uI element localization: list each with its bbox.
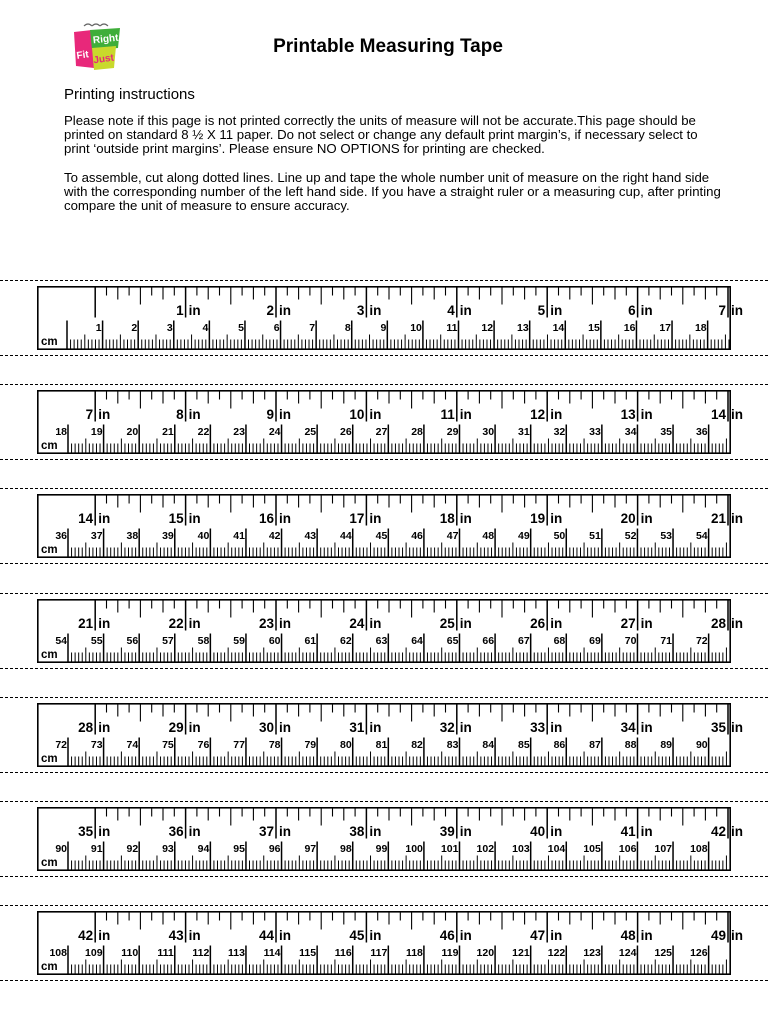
cut-line: [0, 593, 768, 594]
inch-label: 48: [620, 928, 636, 944]
inch-label: 23: [258, 615, 274, 631]
cut-line: [0, 459, 768, 460]
cm-label: 34: [624, 426, 637, 439]
inch-label: 15: [168, 511, 184, 527]
cm-label: 105: [583, 843, 601, 855]
cm-label: 81: [375, 738, 388, 751]
cm-label: 33: [589, 426, 601, 439]
inch-label: 27: [620, 615, 636, 631]
cm-label: 6: [273, 322, 280, 334]
inch-label: 46: [439, 928, 455, 944]
inch-unit-label: in: [279, 407, 291, 423]
inch-unit-label: in: [731, 407, 743, 423]
cm-label: 62: [340, 634, 352, 647]
inch-label: 9: [266, 407, 274, 423]
cm-label: 45: [375, 530, 388, 543]
cm-label: 119: [441, 947, 459, 960]
inch-label: 19: [530, 511, 546, 527]
cm-label: 42: [268, 530, 281, 543]
cm-label: 114: [263, 947, 281, 960]
inch-unit-label: in: [640, 407, 653, 423]
tape-strip-2: [37, 390, 743, 454]
inch-unit-label: in: [459, 824, 472, 839]
cm-label: 75: [162, 738, 174, 751]
inch-unit-label: in: [188, 928, 201, 944]
cm-label: 17: [659, 322, 672, 334]
cm-label: 41: [233, 530, 245, 543]
cut-line: [0, 488, 768, 489]
cm-label: 54: [695, 530, 708, 543]
cm-label: 52: [624, 530, 637, 543]
cut-line: [0, 563, 768, 564]
cut-line: [0, 905, 768, 906]
cm-label: 76: [197, 738, 210, 751]
inch-unit-label: in: [369, 511, 382, 527]
cm-label: 116: [334, 947, 352, 960]
cm-label: 48: [482, 530, 495, 543]
inch-unit-label: in: [188, 303, 201, 318]
inch-label: 21: [78, 615, 94, 631]
inch-unit-label: in: [550, 928, 563, 944]
cm-label: 113: [227, 947, 245, 960]
cm-label: 97: [304, 843, 317, 855]
cm-unit-label: cm: [41, 857, 58, 869]
inch-unit-label: in: [550, 407, 563, 423]
cut-line: [0, 772, 768, 773]
cm-label: 53: [660, 530, 673, 543]
inch-unit-label: in: [369, 615, 382, 631]
tape-strip-3: [37, 494, 743, 558]
cut-line: [0, 876, 768, 877]
cm-label: 83: [446, 738, 459, 751]
cm-label: 108: [690, 843, 708, 855]
inch-unit-label: in: [369, 407, 382, 423]
cm-label: 115: [299, 947, 317, 960]
inch-label: 31: [349, 719, 365, 735]
inch-label: 2: [266, 303, 274, 318]
tape-strip-4: [37, 599, 743, 663]
tape-strip-5: [37, 703, 743, 767]
inch-label: 38: [349, 824, 365, 839]
cm-label: 72: [55, 738, 67, 751]
cm-label: 59: [233, 634, 245, 647]
cut-line: [0, 697, 768, 698]
inch-label: 35: [78, 824, 94, 839]
tape-ruler: [37, 494, 743, 558]
inch-unit-label: in: [459, 928, 472, 944]
cut-line: [0, 980, 768, 981]
inch-label: 12: [530, 407, 546, 423]
cm-label: 100: [405, 843, 423, 855]
cm-label: 125: [654, 947, 673, 960]
cm-label: 26: [340, 426, 352, 439]
inch-label: 32: [439, 719, 455, 735]
inch-label: 4: [447, 303, 455, 318]
inch-unit-label: in: [640, 824, 653, 839]
cm-label: 15: [588, 322, 600, 334]
cm-label: 65: [446, 634, 459, 647]
inch-label: 33: [530, 719, 546, 735]
cm-label: 50: [553, 530, 566, 543]
inch-unit-label: in: [731, 824, 743, 839]
inch-unit-label: in: [188, 407, 201, 423]
cm-label: 78: [268, 738, 281, 751]
cm-unit-label: cm: [41, 440, 58, 453]
cm-label: 90: [55, 843, 67, 855]
inch-label: 6: [628, 303, 636, 318]
cm-unit-label: cm: [41, 752, 58, 765]
cm-label: 99: [375, 843, 388, 855]
inch-unit-label: in: [369, 719, 382, 735]
cm-label: 18: [694, 322, 707, 334]
cm-label: 101: [440, 843, 459, 855]
cut-line: [0, 355, 768, 356]
cm-label: 23: [233, 426, 245, 439]
tape-ruler: [37, 390, 743, 454]
inch-label: 45: [349, 928, 365, 944]
tape-ruler: [37, 286, 743, 350]
inch-unit-label: in: [369, 928, 382, 944]
cm-label: 70: [624, 634, 637, 647]
inch-unit-label: in: [279, 615, 291, 631]
inch-unit-label: in: [459, 615, 472, 631]
cm-label: 87: [589, 738, 601, 751]
cm-label: 68: [553, 634, 566, 647]
inch-label: 1: [176, 303, 184, 318]
inch-unit-label: in: [98, 928, 111, 944]
cm-label: 10: [410, 322, 422, 334]
cm-label: 43: [304, 530, 317, 543]
cm-label: 25: [304, 426, 317, 439]
cm-label: 49: [517, 530, 530, 543]
cm-label: 107: [654, 843, 673, 855]
inch-label: 8: [176, 407, 184, 423]
cm-label: 108: [49, 947, 67, 960]
inch-unit-label: in: [640, 719, 653, 735]
cm-label: 61: [304, 634, 317, 647]
cm-label: 18: [55, 426, 67, 439]
cm-label: 3: [166, 322, 173, 334]
inch-label: 37: [258, 824, 274, 839]
cm-label: 39: [162, 530, 174, 543]
cm-label: 30: [482, 426, 495, 439]
cm-label: 79: [304, 738, 317, 751]
cm-label: 11: [446, 322, 458, 334]
cm-label: 77: [233, 738, 245, 751]
inch-label: 17: [349, 511, 365, 527]
cm-label: 58: [197, 634, 210, 647]
inch-label: 22: [168, 615, 184, 631]
cm-label: 102: [476, 843, 495, 855]
inch-label: 10: [349, 407, 365, 423]
inch-label: 29: [168, 719, 184, 735]
cm-label: 36: [55, 530, 67, 543]
cm-label: 88: [624, 738, 637, 751]
cm-label: 57: [162, 634, 174, 647]
inch-unit-label: in: [279, 928, 291, 944]
tape-strip-7: [37, 911, 743, 975]
cm-label: 2: [131, 322, 138, 334]
cm-label: 85: [517, 738, 530, 751]
inch-label: 24: [349, 615, 365, 631]
tape-ruler: [37, 599, 743, 663]
cut-line: [0, 668, 768, 669]
inch-unit-label: in: [459, 719, 472, 735]
cm-label: 21: [162, 426, 174, 439]
cm-label: 19: [90, 426, 103, 439]
cm-label: 12: [481, 322, 494, 334]
inch-unit-label: in: [640, 928, 653, 944]
inch-label: 13: [620, 407, 636, 423]
inch-unit-label: in: [98, 615, 111, 631]
inch-unit-label: in: [459, 407, 472, 423]
inch-unit-label: in: [459, 303, 472, 318]
cm-label: 94: [197, 843, 210, 855]
cm-label: 93: [162, 843, 174, 855]
cm-label: 27: [375, 426, 388, 439]
inch-unit-label: in: [640, 511, 653, 527]
inch-unit-label: in: [188, 511, 201, 527]
inch-unit-label: in: [550, 824, 563, 839]
inch-label: 20: [620, 511, 636, 527]
cm-label: 35: [660, 426, 673, 439]
tape-strip-6: [37, 807, 743, 871]
cut-line: [0, 801, 768, 802]
inch-label: 16: [258, 511, 274, 527]
inch-unit-label: in: [98, 719, 111, 735]
cm-label: 106: [618, 843, 637, 855]
cm-unit-label: cm: [41, 336, 58, 348]
cut-line: [0, 280, 768, 281]
cm-unit-label: cm: [41, 961, 58, 974]
cm-label: 60: [268, 634, 281, 647]
cm-label: 104: [547, 843, 566, 855]
inch-label: 36: [168, 824, 184, 839]
logo-text-1: Fit: [75, 49, 90, 62]
cm-label: 98: [340, 843, 352, 855]
inch-label: 7: [718, 303, 726, 318]
inch-label: 14: [710, 407, 726, 423]
cm-label: 73: [90, 738, 103, 751]
cm-label: 103: [512, 843, 530, 855]
cm-label: 46: [411, 530, 423, 543]
cm-label: 66: [482, 634, 495, 647]
cm-label: 120: [476, 947, 495, 960]
cm-label: 51: [589, 530, 601, 543]
cm-label: 28: [411, 426, 423, 439]
cm-label: 44: [340, 530, 352, 543]
inch-unit-label: in: [279, 719, 291, 735]
cm-label: 64: [411, 634, 423, 647]
cm-label: 95: [233, 843, 245, 855]
tape-strip-1: [37, 286, 743, 350]
inch-unit-label: in: [369, 824, 382, 839]
cm-label: 123: [583, 947, 601, 960]
inch-label: 42: [78, 928, 94, 944]
cm-label: 74: [126, 738, 139, 751]
inch-label: 42: [710, 824, 726, 839]
cm-label: 37: [90, 530, 103, 543]
inch-label: 30: [258, 719, 274, 735]
cm-unit-label: cm: [41, 648, 58, 661]
inch-label: 40: [530, 824, 546, 839]
inch-label: 21: [710, 511, 726, 527]
inch-label: 35: [710, 719, 726, 735]
inch-unit-label: in: [279, 824, 291, 839]
cm-label: 69: [589, 634, 601, 647]
cm-label: 124: [618, 947, 637, 960]
cm-unit-label: cm: [41, 544, 58, 557]
cm-label: 7: [309, 322, 316, 334]
inch-label: 28: [710, 615, 726, 631]
cm-label: 29: [446, 426, 459, 439]
inch-unit-label: in: [550, 303, 563, 318]
inch-label: 11: [440, 407, 455, 423]
cm-label: 111: [157, 947, 174, 960]
cm-label: 71: [660, 634, 673, 647]
cm-label: 80: [340, 738, 352, 751]
inch-unit-label: in: [98, 511, 111, 527]
inch-unit-label: in: [369, 303, 382, 318]
cm-label: 16: [623, 322, 636, 334]
cm-label: 122: [547, 947, 566, 960]
cm-label: 9: [380, 322, 387, 334]
cm-label: 91: [90, 843, 103, 855]
cm-label: 72: [695, 634, 708, 647]
inch-unit-label: in: [550, 511, 563, 527]
inch-unit-label: in: [731, 615, 743, 631]
cm-label: 8: [344, 322, 351, 334]
inch-label: 25: [439, 615, 455, 631]
instructions-heading: Printing instructions: [64, 86, 195, 103]
inch-label: 3: [356, 303, 365, 318]
cm-label: 110: [121, 947, 139, 960]
inch-label: 28: [78, 719, 94, 735]
inch-label: 14: [78, 511, 94, 527]
inch-unit-label: in: [731, 719, 743, 735]
inch-unit-label: in: [550, 615, 563, 631]
cm-label: 118: [405, 947, 423, 960]
inch-unit-label: in: [731, 511, 743, 527]
instructions-paragraph-1: Please note if this page is not printed correctly the units of measure will not be accurate.This page should be printed on standard 8 ½ X 11 paper. Do not select or change any default print margin’s, if necessary select to print ‘outside print margins’. Please ensure NO OPTIONS for printing are checked.: [64, 113, 698, 156]
inch-label: 43: [168, 928, 184, 944]
cm-label: 22: [197, 426, 210, 439]
cm-label: 67: [517, 634, 530, 647]
inch-unit-label: in: [98, 407, 111, 423]
inch-unit-label: in: [459, 511, 472, 527]
inch-label: 49: [710, 928, 726, 944]
cm-label: 89: [660, 738, 673, 751]
inch-unit-label: in: [550, 719, 563, 735]
cm-label: 47: [446, 530, 459, 543]
inch-unit-label: in: [279, 511, 291, 527]
cm-label: 56: [126, 634, 139, 647]
cm-label: 40: [197, 530, 210, 543]
cm-label: 4: [202, 322, 209, 334]
cm-label: 55: [90, 634, 103, 647]
cm-label: 96: [268, 843, 281, 855]
instructions-paragraph-2: To assemble, cut along dotted lines. Line up and tape the whole number unit of measure on the right hand side with the corresponding number of the left hand side. If you have a straight ruler or a measuring cup, after printing compare the unit of measure to ensure accuracy.: [64, 170, 721, 213]
inch-label: 7: [85, 407, 94, 423]
inch-label: 34: [620, 719, 636, 735]
cut-line: [0, 384, 768, 385]
cm-label: 126: [690, 947, 708, 960]
cm-label: 38: [126, 530, 139, 543]
inch-unit-label: in: [188, 615, 201, 631]
inch-label: 5: [537, 303, 546, 318]
cm-label: 112: [192, 947, 210, 960]
cm-label: 121: [512, 947, 530, 960]
cm-label: 20: [126, 426, 139, 439]
inch-label: 26: [530, 615, 546, 631]
cm-label: 84: [482, 738, 495, 751]
inch-unit-label: in: [279, 303, 291, 318]
inch-label: 44: [258, 928, 274, 944]
inch-unit-label: in: [731, 928, 743, 944]
inch-unit-label: in: [731, 303, 743, 318]
cm-label: 13: [516, 322, 529, 334]
cm-label: 109: [85, 947, 103, 960]
cm-label: 14: [552, 322, 565, 334]
cm-label: 1: [95, 322, 102, 334]
cm-label: 63: [375, 634, 388, 647]
inch-label: 47: [530, 928, 546, 944]
cm-label: 32: [553, 426, 566, 439]
tape-ruler: [37, 911, 743, 975]
inch-unit-label: in: [640, 303, 653, 318]
inch-label: 39: [439, 824, 455, 839]
cm-label: 5: [238, 322, 244, 334]
logo-text-2: Right: [92, 32, 120, 47]
inch-unit-label: in: [640, 615, 653, 631]
inch-label: 41: [620, 824, 636, 839]
cm-label: 24: [268, 426, 281, 439]
inch-unit-label: in: [188, 824, 201, 839]
cm-label: 92: [126, 843, 139, 855]
cm-label: 36: [695, 426, 708, 439]
inch-unit-label: in: [188, 719, 201, 735]
tape-ruler: [37, 703, 743, 767]
cm-label: 54: [55, 634, 67, 647]
cm-label: 90: [695, 738, 708, 751]
cm-label: 82: [411, 738, 423, 751]
cm-label: 86: [553, 738, 566, 751]
logo-text-3: Just: [92, 52, 115, 67]
cm-label: 117: [370, 947, 388, 960]
page-title: Printable Measuring Tape: [273, 36, 503, 57]
inch-unit-label: in: [98, 824, 111, 839]
tape-ruler: [37, 807, 743, 871]
cm-label: 31: [517, 426, 530, 439]
inch-label: 18: [439, 511, 455, 527]
